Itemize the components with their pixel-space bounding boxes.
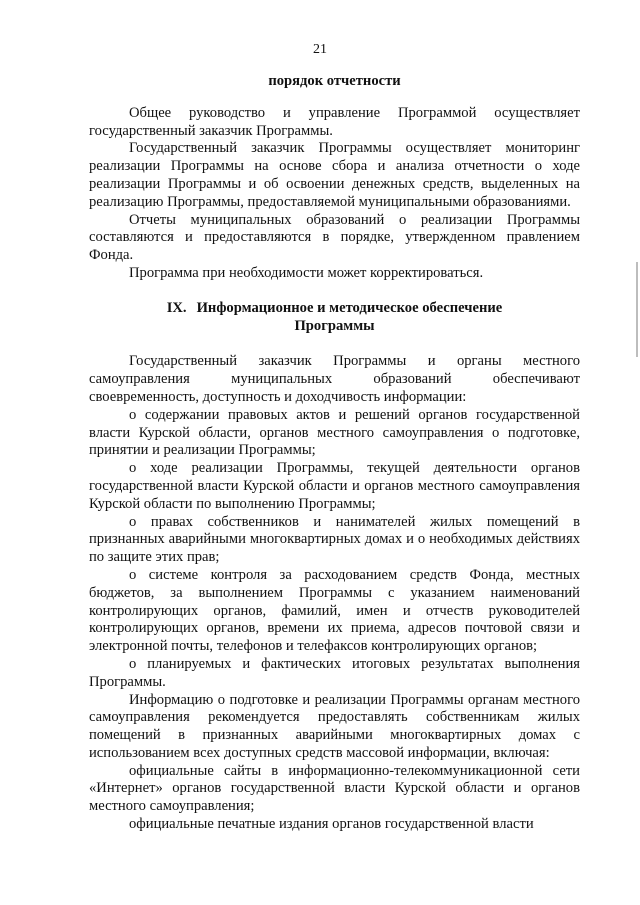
paragraph: Государственный заказчик Программы и органы местного самоуправления муниципальных образований обеспечивают своевременность, доступность и доходчивость информации:	[89, 353, 580, 405]
page-number: 21	[313, 42, 327, 57]
list-item: о правах собственников и нанимателей жилых помещений в признанных аварийными многоквартирных домах и о необходимых действиях по защите этих прав;	[89, 513, 580, 566]
list-item: о содержании правовых актов и решений органов государственной власти Курской области, органов местного самоуправления о подготовке, принятии и реализации Программы;	[89, 406, 580, 459]
paragraph: Отчеты муниципальных образований о реализации Программы составляются и предоставляются в порядке, утвержденном правлением Фонда.	[89, 211, 580, 264]
section-heading	[89, 300, 580, 336]
list-item: о ходе реализации Программы, текущей деятельности органов государственной власти Курской области и органов местного самоуправления Курской области по выполнению Программы;	[89, 460, 580, 512]
paragraph: Общее руководство и управление Программой осуществляет государственный заказчик Программы.	[89, 104, 580, 139]
scan-edge-mark	[636, 262, 638, 357]
heading-fragment: порядок отчетности	[268, 73, 401, 89]
list-item: о планируемых и фактических итоговых результатах выполнения Программы.	[89, 655, 580, 690]
list-item: официальные печатные издания органов государственной власти	[129, 816, 534, 833]
paragraph: Государственный заказчик Программы осуществляет мониторинг реализации Программы на основе сбора и анализа отчетности о ходе реализации Программы и об освоении денежных средств, выделенных на реализацию Программы, предоставляемой муниципальными образованиями.	[89, 140, 580, 210]
page-content	[89, 73, 580, 834]
paragraph: Программа при необходимости может корректироваться.	[129, 264, 484, 281]
list-item: официальные сайты в информационно-телекоммуникационной сети «Интернет» органов государственной власти Курской области и органов местного самоуправления;	[89, 762, 580, 815]
section-heading-line-1	[89, 300, 580, 318]
list-item: о системе контроля за расходованием средств Фонда, местных бюджетов, за выполнением Программы с указанием наименований контролирующих органов, фамилий, имен и отчеств руководителей контролирующих органов, времени их приема, адресов почтовой связи и электронной почты, телефонов и телефаксов контролирующих органов;	[89, 566, 580, 655]
section-title-part-2: Программы	[294, 317, 375, 334]
section-title-part-1: Информационное и методическое обеспечение	[196, 299, 503, 316]
paragraph: Информацию о подготовке и реализации Программы органам местного самоуправления рекомендуется предоставлять собственникам жилых помещений в признанных аварийными многоквартирных домах с использованием всех доступных средств массовой информации, включая:	[89, 691, 580, 761]
section-number: IX.	[166, 299, 187, 316]
